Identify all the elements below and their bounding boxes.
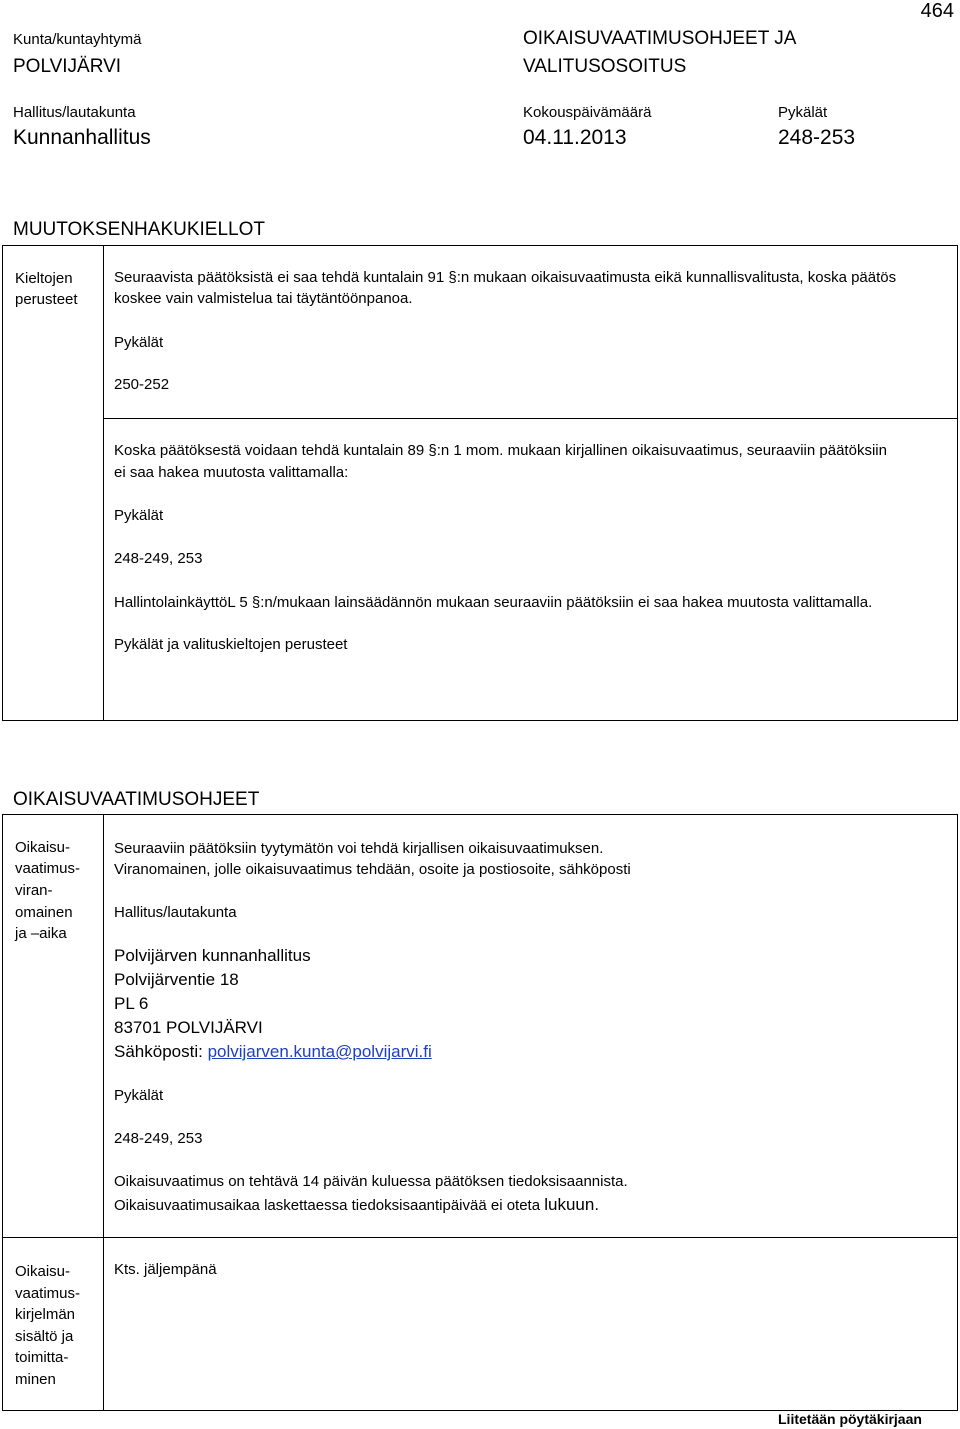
footer-note: Liitetään pöytäkirjaan — [778, 1411, 922, 1427]
rectification-content-box — [2, 1237, 958, 1411]
authority-label: Hallitus/lautakunta — [114, 904, 237, 921]
doc-title-line1: OIKAISUVAATIMUSOHJEET JA — [523, 28, 797, 49]
date-value: 04.11.2013 — [523, 126, 627, 149]
rectification-label-line1: Oikaisu- — [15, 839, 71, 856]
content-label-line3: kirjelmän — [15, 1306, 76, 1323]
restrictions-label-line1: Kieltojen — [15, 270, 73, 287]
content-label-line4: sisältö ja — [15, 1328, 74, 1345]
content-text: Kts. jäljempänä — [114, 1261, 217, 1278]
doc-title-line2: VALITUSOSOITUS — [523, 56, 687, 77]
rectification-label-cell — [3, 815, 104, 1237]
sections-value: 248-253 — [778, 126, 856, 149]
board-label: Hallitus/lautakunta — [13, 104, 136, 121]
restrictions-label-line2: perusteet — [15, 291, 78, 308]
date-label: Kokouspäivämäärä — [523, 104, 652, 121]
block2-sections-label: Pykälät — [114, 507, 164, 524]
authority-postal: 83701 POLVIJÄRVI — [114, 1018, 263, 1037]
block2-line2: ei saa hakea muutosta valittamalla: — [114, 464, 349, 481]
authority-email-row — [114, 1042, 432, 1062]
section-title-muutoksenhakukiellot: MUUTOKSENHAKUKIELLOT — [13, 219, 265, 240]
block2-line1: Koska päätöksestä voidaan tehdä kuntalain 89 §:n 1 mom. mukaan kirjallinen oikaisuvaatimus, seuraaviin päätöksiin — [114, 442, 887, 459]
content-label-line2: vaatimus- — [15, 1285, 81, 1302]
intro-line2: Viranomainen, jolle oikaisuvaatimus tehdään, osoite ja postiosoite, sähköposti — [114, 861, 631, 878]
block2-law: HallintolainkäyttöL 5 §:n/mukaan lainsäädännön mukaan seuraaviin päätöksiin ei saa hakea muutosta valittamalla. — [114, 594, 873, 611]
email-label: Sähköposti: — [114, 1042, 208, 1061]
block2-sections: 248-249, 253 — [114, 550, 203, 567]
authority-po-box: PL 6 — [114, 994, 149, 1013]
rectification-sections: 248-249, 253 — [114, 1130, 203, 1147]
appeal-restrictions-label-cell — [3, 246, 104, 720]
sections-label: Pykälät — [778, 104, 828, 121]
rectification-sections-label: Pykälät — [114, 1087, 164, 1104]
block1-line2: koskee vain valmistelua tai täytäntöönpanoa. — [114, 290, 413, 307]
deadline-line2 — [114, 1195, 599, 1215]
appeal-restrictions-box — [2, 245, 958, 721]
org-value: POLVIJÄRVI — [13, 56, 122, 77]
board-value: Kunnanhallitus — [13, 126, 151, 149]
deadline-line2-end: lukuun. — [544, 1195, 600, 1214]
rectification-label-line4: omainen — [15, 904, 73, 921]
restrictions-divider — [104, 418, 957, 419]
email-link[interactable]: polvijarven.kunta@polvijarvi.fi — [207, 1042, 432, 1061]
rectification-box — [2, 814, 958, 1238]
content-label-line1: Oikaisu- — [15, 1263, 71, 1280]
intro-line1: Seuraaviin päätöksiin tyytymätön voi tehdä kirjallisen oikaisuvaatimuksen. — [114, 840, 604, 857]
content-label-line5: toimitta- — [15, 1349, 69, 1366]
deadline-line2-text: Oikaisuvaatimusaikaa laskettaessa tiedoksisaantipäivää ei oteta — [114, 1197, 545, 1214]
org-label: Kunta/kuntayhtymä — [13, 31, 142, 48]
section-title-oikaisuvaatimusohjeet: OIKAISUVAATIMUSOHJEET — [13, 789, 260, 810]
block1-sections-label: Pykälät — [114, 334, 164, 351]
block1-sections: 250-252 — [114, 376, 170, 393]
block1-line1: Seuraavista päätöksistä ei saa tehdä kuntalain 91 §:n mukaan oikaisuvaatimusta eikä kunnallisvalitusta, koska päätös — [114, 269, 897, 286]
content-label-cell — [3, 1238, 104, 1410]
rectification-label-line5: ja –aika — [15, 925, 67, 942]
page-number: 464 — [920, 0, 954, 22]
authority-name: Polvijärven kunnanhallitus — [114, 946, 311, 965]
block2-law-sections: Pykälät ja valituskieltojen perusteet — [114, 636, 348, 653]
content-label-line6: minen — [15, 1371, 56, 1388]
deadline-line1: Oikaisuvaatimus on tehtävä 14 päivän kuluessa päätöksen tiedoksisaannista. — [114, 1173, 628, 1190]
rectification-label-line2: vaatimus- — [15, 860, 81, 877]
authority-street: Polvijärventie 18 — [114, 970, 239, 989]
rectification-label-line3: viran- — [15, 882, 53, 899]
